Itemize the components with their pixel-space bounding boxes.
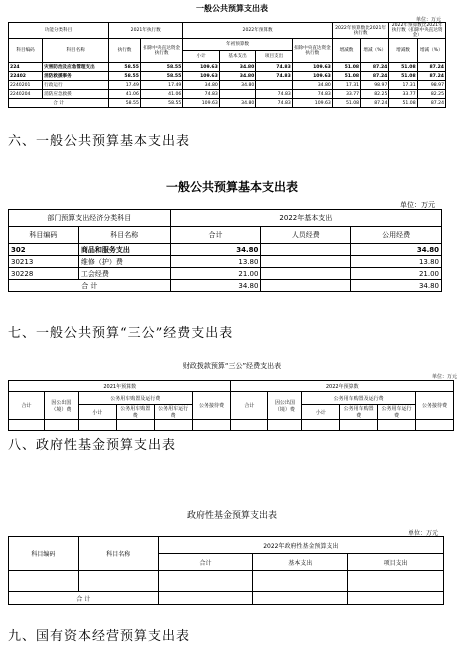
table-row <box>9 256 442 268</box>
t2-cell-public: 21.00 <box>351 268 442 280</box>
t1-h-project: 项目支出 <box>256 51 293 63</box>
t2-cell-code: 30213 <box>9 256 79 268</box>
t1-cell-name: 消防应急救援 <box>43 90 109 99</box>
t1-h-basic: 基本支出 <box>219 51 256 63</box>
t1-total-b: 58.55 <box>140 99 182 108</box>
t3-h-total-21: 合计 <box>9 392 45 420</box>
t1-cell-e: 74.83 <box>256 90 293 99</box>
t4-total-label: 合 计 <box>9 592 159 605</box>
t1-cell-d: 34.80 <box>219 72 256 81</box>
t2-h-total: 合计 <box>170 227 261 244</box>
t1-cell-e <box>256 81 293 90</box>
section-6-heading: 六、一般公共预算基本支出表 <box>8 134 191 149</box>
table-row <box>9 81 446 90</box>
table-row <box>9 63 446 72</box>
t1-cell-e: 74.83 <box>256 63 293 72</box>
t2-total-public: 34.80 <box>351 280 442 292</box>
t3-h-run-21: 公务用车运行费 <box>154 405 192 420</box>
t1-cell-d <box>219 90 256 99</box>
t1-total-i: 51.08 <box>389 99 417 108</box>
t2-h-econ: 部门预算支出经济分类科目 <box>9 210 171 227</box>
t3-h-2022: 2022年预算数 <box>231 381 454 392</box>
t2-h-person: 人员经费 <box>261 227 351 244</box>
section-9-heading: 九、国有资本经营预算支出表 <box>8 629 191 644</box>
t1-cell-a: 58.55 <box>109 72 141 81</box>
t3-h-sub-22: 小计 <box>302 405 340 420</box>
t1-cell-b: 17.49 <box>140 81 182 90</box>
t1-cell-f: 109.63 <box>292 63 332 72</box>
t4-h-name: 科目名称 <box>78 537 158 571</box>
t1-cell-j: 87.24 <box>417 63 445 72</box>
t4-title: 政府性基金预算支出表 <box>186 511 277 521</box>
t1-cell-g: 51.08 <box>332 72 360 81</box>
t1-cell-g: 33.77 <box>332 90 360 99</box>
t1-total-f: 109.63 <box>292 99 332 108</box>
t2-total-label: 合 计 <box>9 280 171 292</box>
t4-empty-row <box>9 571 444 592</box>
t1-h-2021: 2021年执行数 <box>109 23 183 39</box>
t3-unit: 单位：万元 <box>432 374 458 380</box>
table-row <box>9 244 442 256</box>
table-row <box>9 72 446 81</box>
t1-title: 一般公共预算支出表 <box>196 4 268 13</box>
t1-cell-h: 98.97 <box>361 81 389 90</box>
t3-empty-row <box>9 420 454 431</box>
t1-cell-f: 74.83 <box>292 90 332 99</box>
table-row <box>9 268 442 280</box>
t2-cell-person <box>261 268 351 280</box>
t2-h-code: 科目编码 <box>9 227 79 244</box>
t1-h-2022: 2022年预算数 <box>183 23 333 39</box>
t1-cell-j: 98.97 <box>417 81 445 90</box>
t2-cell-public: 34.80 <box>351 244 442 256</box>
t1-cell-i: 51.08 <box>389 72 417 81</box>
t2-h-name: 科目名称 <box>78 227 170 244</box>
t1-cell-h: 87.24 <box>361 63 389 72</box>
t2-unit: 单位：万元 <box>400 201 435 209</box>
basic-expenditure-table <box>8 209 442 292</box>
t1-h-pct: 增减（%） <box>361 39 389 63</box>
t4-h-2022: 2022年政府性基金预算支出 <box>158 537 443 554</box>
t1-total-c: 109.63 <box>183 99 220 108</box>
general-budget-expenditure-table <box>8 22 446 108</box>
t1-cell-a: 41.06 <box>109 90 141 99</box>
t1-cell-f: 34.80 <box>292 81 332 90</box>
t3-h-sub-21: 小计 <box>78 405 116 420</box>
t1-h-func: 功能分类科目 <box>9 23 109 39</box>
t1-total-h: 87.24 <box>361 99 389 108</box>
t1-h-deduct2: 扣除中央直达资金执行数 <box>292 39 332 63</box>
t1-cell-name: 灾害防治及应急管理支出 <box>43 63 109 72</box>
t2-cell-person <box>261 244 351 256</box>
t2-h-public: 公用经费 <box>351 227 442 244</box>
t1-h-exec: 执行数 <box>109 39 141 63</box>
t3-h-buy-21: 公务用车购置费 <box>116 405 154 420</box>
t1-total-label: 合 计 <box>9 99 109 108</box>
t2-cell-total: 34.80 <box>170 244 261 256</box>
t1-cell-c: 34.80 <box>183 81 220 90</box>
t3-h-total-22: 合计 <box>231 392 268 420</box>
t1-cell-h: 87.24 <box>361 72 389 81</box>
t4-unit: 单位：万元 <box>408 530 439 537</box>
t1-total-d: 34.80 <box>219 99 256 108</box>
t3-h-abroad-22: 因公出国（境）费 <box>268 392 302 420</box>
t2-cell-person <box>261 256 351 268</box>
t3-h-run-22: 公务用车运行费 <box>378 405 416 420</box>
t1-cell-c: 109.63 <box>183 63 220 72</box>
t1-cell-e: 74.83 <box>256 72 293 81</box>
t1-h-yearbudget: 年初预算数 <box>183 39 293 51</box>
t1-cell-code: 2240204 <box>9 90 43 99</box>
t1-total-g: 51.08 <box>332 99 360 108</box>
t2-cell-name: 维修（护）费 <box>78 256 170 268</box>
t1-cell-j: 87.24 <box>417 72 445 81</box>
t1-cell-b: 41.06 <box>140 90 182 99</box>
t1-cell-c: 74.83 <box>183 90 220 99</box>
t1-h-diff: 增减数 <box>332 39 360 63</box>
section-8-heading: 八、政府性基金预算支出表 <box>8 438 177 453</box>
t1-cell-d: 34.80 <box>219 63 256 72</box>
t1-total-e: 74.83 <box>256 99 293 108</box>
t1-cell-name: 行政运行 <box>43 81 109 90</box>
t1-cell-code: 224 <box>9 63 43 72</box>
t4-h-project: 项目支出 <box>348 554 444 571</box>
t3-title: 财政拨款预算“三公”经费支出表 <box>182 362 282 370</box>
t2-total-person <box>261 280 351 292</box>
t1-cell-g: 17.31 <box>332 81 360 90</box>
t1-h-name: 科目名称 <box>43 39 109 63</box>
t1-cell-g: 51.08 <box>332 63 360 72</box>
t3-h-car-22: 公务用车购置及运行费 <box>302 392 416 405</box>
table-row <box>9 90 446 99</box>
t2-cell-name: 商品和服务支出 <box>78 244 170 256</box>
section-7-heading: 七、一般公共预算“三公”经费支出表 <box>8 326 234 341</box>
t1-total-a: 58.55 <box>109 99 141 108</box>
government-fund-table <box>8 536 444 605</box>
t2-total-total: 34.80 <box>170 280 261 292</box>
t2-cell-total: 21.00 <box>170 268 261 280</box>
t1-cell-code: 22402 <box>9 72 43 81</box>
t3-h-2021: 2021年预算数 <box>9 381 231 392</box>
t2-cell-public: 13.80 <box>351 256 442 268</box>
t1-unit: 单位：万元 <box>416 17 442 23</box>
t1-cell-code: 2240201 <box>9 81 43 90</box>
t1-h-diff2: 增减数 <box>389 39 417 63</box>
t1-cell-i: 51.08 <box>389 63 417 72</box>
t1-total-j: 87.24 <box>417 99 445 108</box>
t2-cell-code: 302 <box>9 244 79 256</box>
t1-cell-i: 17.31 <box>389 81 417 90</box>
t1-cell-b: 58.55 <box>140 63 182 72</box>
t1-cell-h: 82.25 <box>361 90 389 99</box>
t1-h-cmp21b: 2022年预算数比2021年执行数（扣除中央直达资金） <box>389 23 446 39</box>
t1-h-deduct: 扣除中央直达资金执行数 <box>140 39 182 63</box>
t3-h-abroad-21: 因公出国（境）费 <box>44 392 78 420</box>
t1-cell-a: 17.49 <box>109 81 141 90</box>
t4-h-basic: 基本支出 <box>253 554 348 571</box>
t1-cell-b: 58.55 <box>140 72 182 81</box>
t3-h-buy-22: 公务用车购置费 <box>340 405 378 420</box>
t1-cell-a: 58.55 <box>109 63 141 72</box>
t2-title: 一般公共预算基本支出表 <box>165 180 298 194</box>
t1-h-cmp21: 2022年预算数比2021年执行数 <box>332 23 389 39</box>
t1-h-pct2: 增减（%） <box>417 39 445 63</box>
t1-h-code: 科目编码 <box>9 39 43 63</box>
t3-h-recv-22: 公务接待费 <box>416 392 454 420</box>
t3-h-recv-21: 公务接待费 <box>192 392 231 420</box>
t2-cell-name: 工会经费 <box>78 268 170 280</box>
t1-h-subtotal: 小计 <box>183 51 220 63</box>
t1-cell-j: 82.25 <box>417 90 445 99</box>
t4-h-total: 合计 <box>158 554 253 571</box>
t3-h-car-21: 公务用车购置及运行费 <box>78 392 192 405</box>
t2-h-2022: 2022年基本支出 <box>170 210 441 227</box>
t1-cell-c: 109.63 <box>183 72 220 81</box>
t2-cell-total: 13.80 <box>170 256 261 268</box>
t2-cell-code: 30228 <box>9 268 79 280</box>
t1-cell-name: 消防救援事务 <box>43 72 109 81</box>
t1-cell-i: 33.77 <box>389 90 417 99</box>
t1-cell-d: 34.80 <box>219 81 256 90</box>
t1-cell-f: 109.63 <box>292 72 332 81</box>
three-public-expenses-table <box>8 380 454 431</box>
t4-h-code: 科目编码 <box>9 537 79 571</box>
